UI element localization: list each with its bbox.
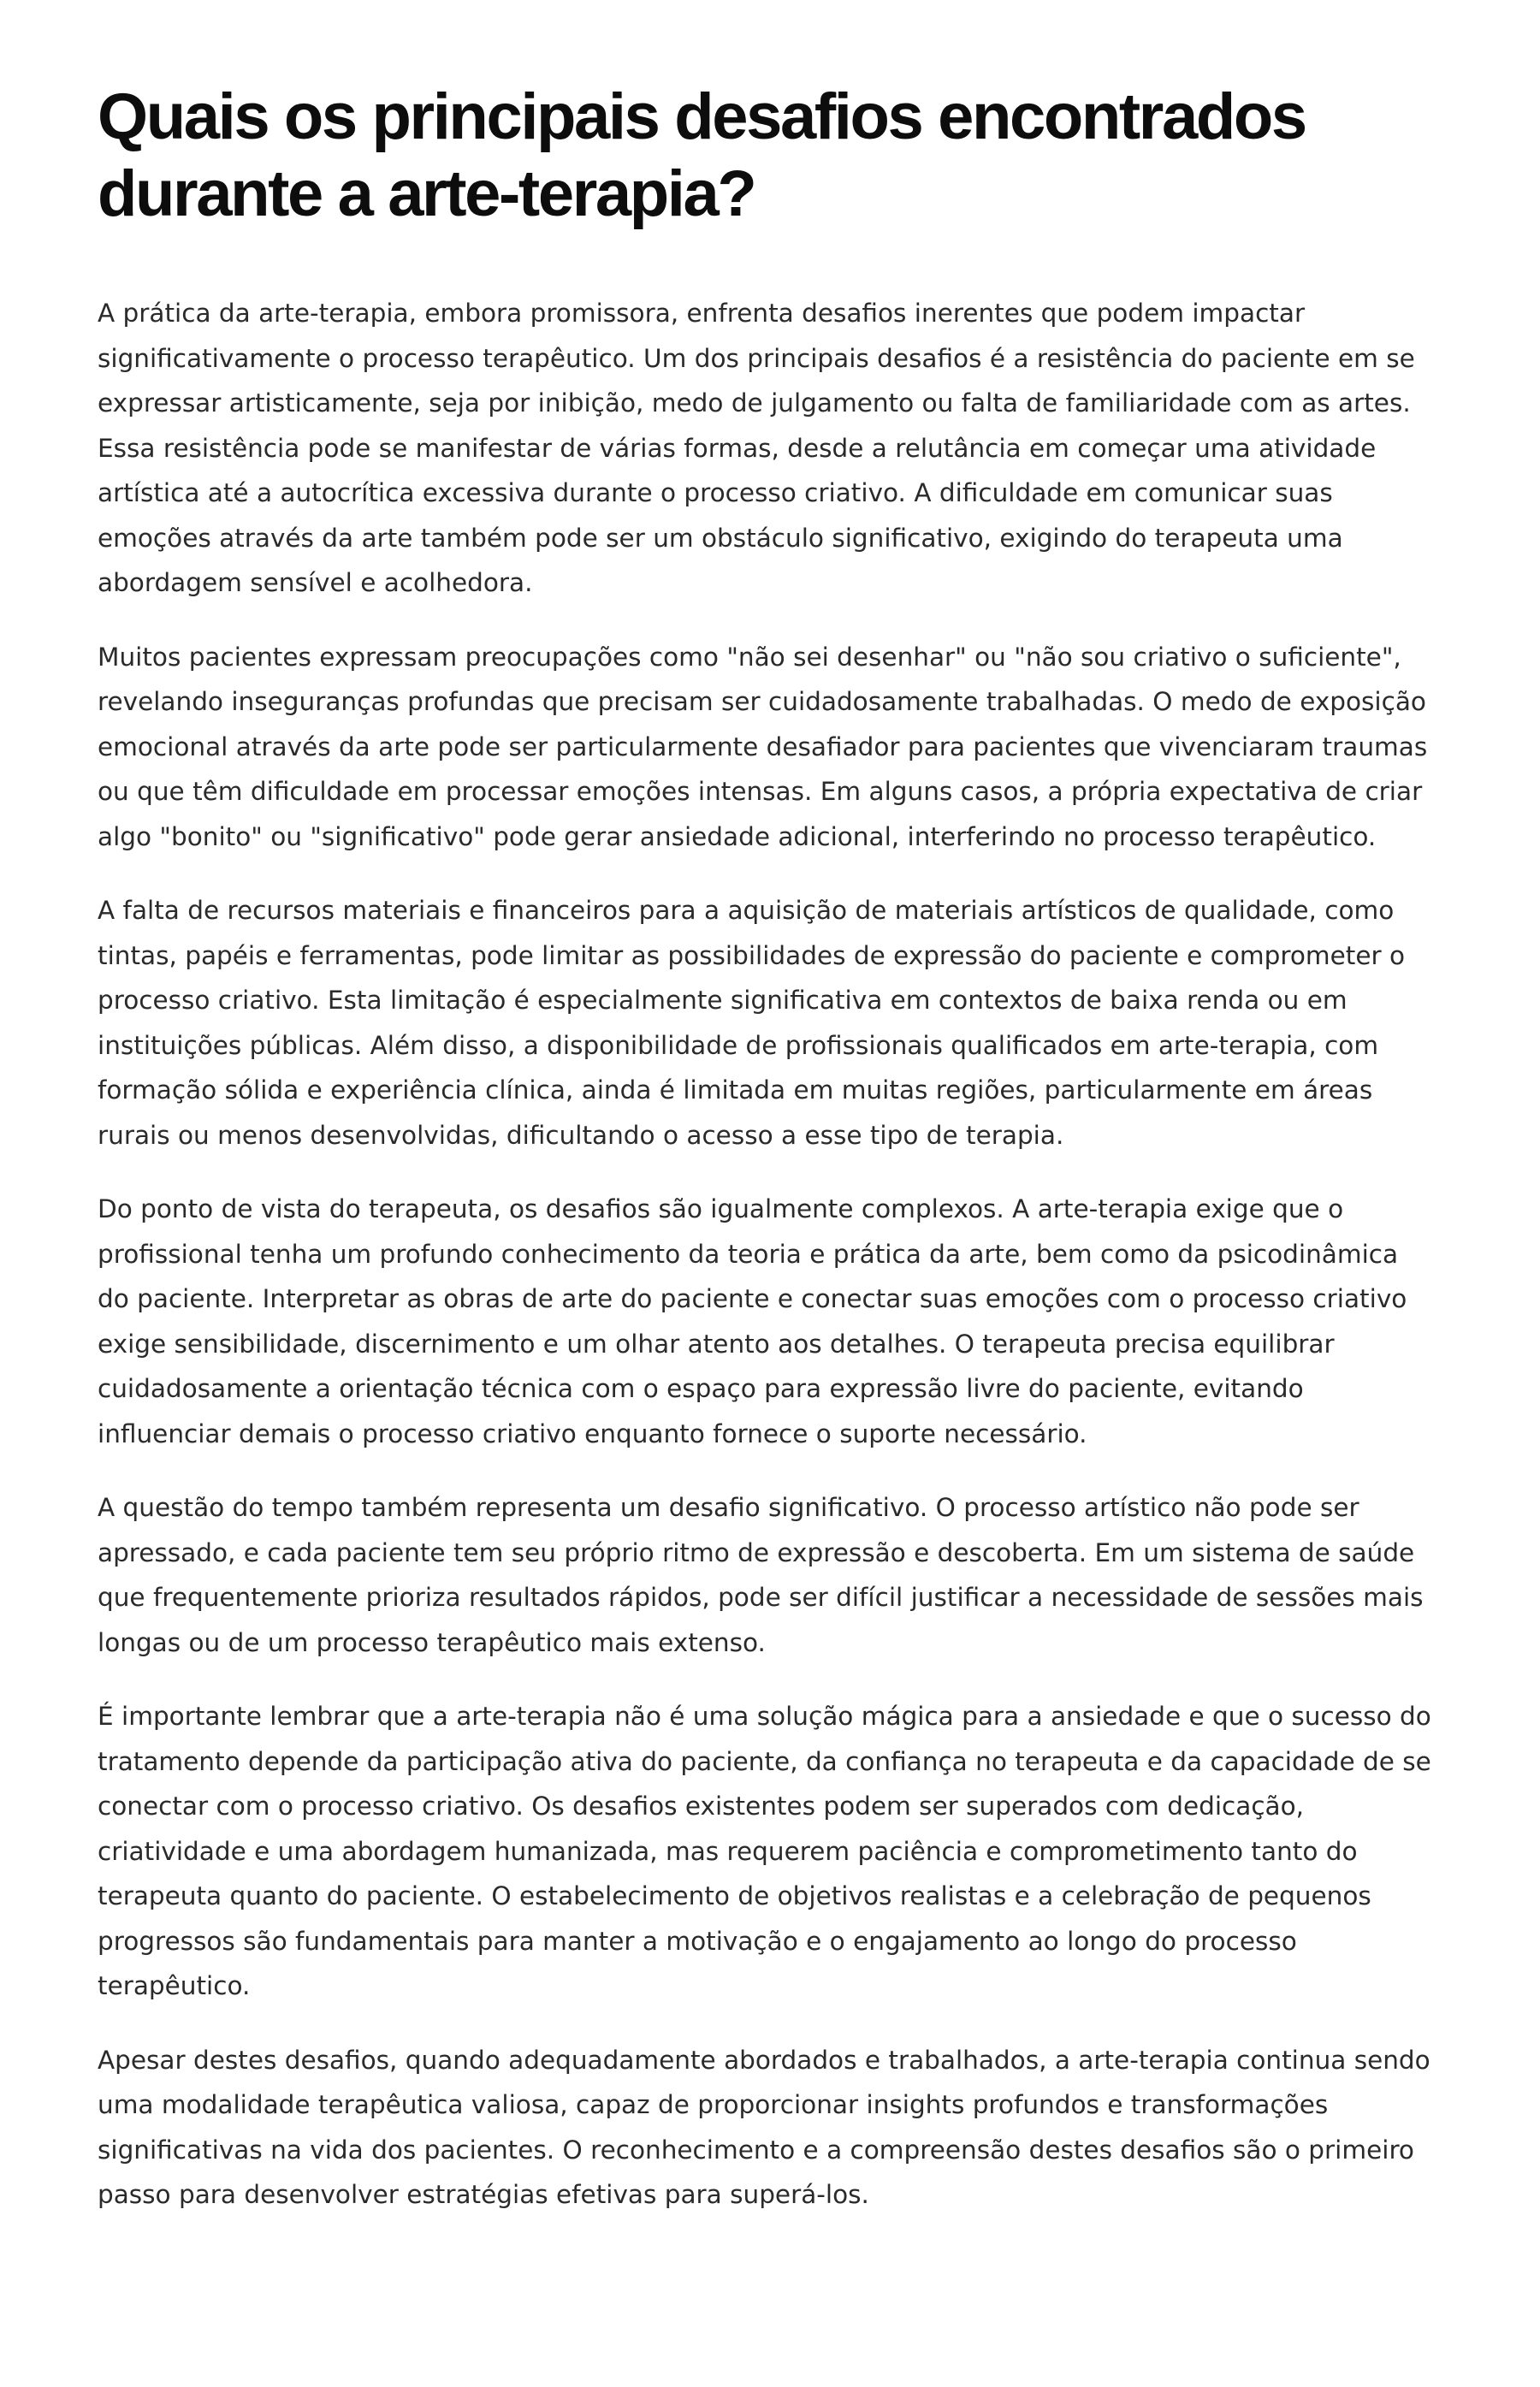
paragraph-resistencia: A prática da arte-terapia, embora promissora, enfrenta desafios inerentes que podem impactar significativamente o processo terapêutico. Um dos principais desafios é a resistência do paciente em se expressar artisticamente, seja por inibição, medo de julgamento ou falta de familiaridade com as artes. Essa resistência pode se manifestar de várias formas, desde a relutância em começar uma atividade artística até a autocrítica excessiva durante o processo criativo. A dificuldade em comunicar suas emoções através da arte também pode ser um obstáculo significativo, exigindo do terapeuta uma abordagem sensível e acolhedora.	[98, 299, 1415, 597]
paragraph-conclusao: Apesar destes desafios, quando adequadamente abordados e trabalhados, a arte-terapia continua sendo uma modalidade terapêutica valiosa, capaz de proporcionar insights profundos e transformações significativas na vida dos pacientes. O reconhecimento e a compreensão destes desafios são o primeiro passo para desenvolver estratégias efetivas para superá-los.	[98, 2045, 1430, 2209]
article-title: Quais os principais desafios encontrados durante a arte-terapia?	[98, 80, 1306, 230]
paragraph-tempo: A questão do tempo também representa um desafio significativo. O processo artístico não pode ser apressado, e cada paciente tem seu próprio ritmo de expressão e descoberta. Em um sistema de saúde que frequentemente prioriza resultados rápidos, pode ser difícil justificar a necessidade de sessões mais longas ou de um processo terapêutico mais extenso.	[98, 1493, 1424, 1657]
paragraph-insegurancas: Muitos pacientes expressam preocupações como "não sei desenhar" ou "não sou criativo o suficiente", revelando inseguranças profundas que precisam ser cuidadosamente trabalhadas. O medo de exposição emocional através da arte pode ser particularmente desafiador para pacientes que vivenciaram traumas ou que têm dificuldade em processar emoções intensas. Em alguns casos, a própria expectativa de criar algo "bonito" ou "significativo" pode gerar ansiedade adicional, interferindo no processo terapêutico.	[98, 642, 1428, 851]
paragraph-terapeuta: Do ponto de vista do terapeuta, os desafios são igualmente complexos. A arte-terapia exige que o profissional tenha um profundo conhecimento da teoria e prática da arte, bem como da psicodinâmica do paciente. Interpretar as obras de arte do paciente e conectar suas emoções com o processo criativo exige sensibilidade, discernimento e um olhar atento aos detalhes. O terapeuta precisa equilibrar cuidadosamente a orientação técnica com o espaço para expressão livre do paciente, evitando influenciar demais o processo criativo enquanto fornece o suporte necessário.	[98, 1194, 1407, 1448]
paragraph-importante: É importante lembrar que a arte-terapia não é uma solução mágica para a ansiedade e que o sucesso do tratamento depende da participação ativa do paciente, da confiança no terapeuta e da capacidade de se conectar com o processo criativo. Os desafios existentes podem ser superados com dedicação, criatividade e uma abordagem humanizada, mas requerem paciência e comprometimento tanto do terapeuta quanto do paciente. O estabelecimento de objetivos realistas e a celebração de pequenos progressos são fundamentais para manter a motivação e o engajamento ao longo do processo terapêutico.	[98, 1702, 1431, 2000]
paragraph-recursos: A falta de recursos materiais e financeiros para a aquisição de materiais artísticos de qualidade, como tintas, papéis e ferramentas, pode limitar as possibilidades de expressão do paciente e comprometer o processo criativo. Esta limitação é especialmente significativa em contextos de baixa renda ou em instituições públicas. Além disso, a disponibilidade de profissionais qualificados em arte-terapia, com formação sólida e experiência clínica, ainda é limitada em muitas regiões, particularmente em áreas rurais ou menos desenvolvidas, dificultando o acesso a esse tipo de terapia.	[98, 896, 1406, 1150]
article	[98, 79, 1432, 2247]
